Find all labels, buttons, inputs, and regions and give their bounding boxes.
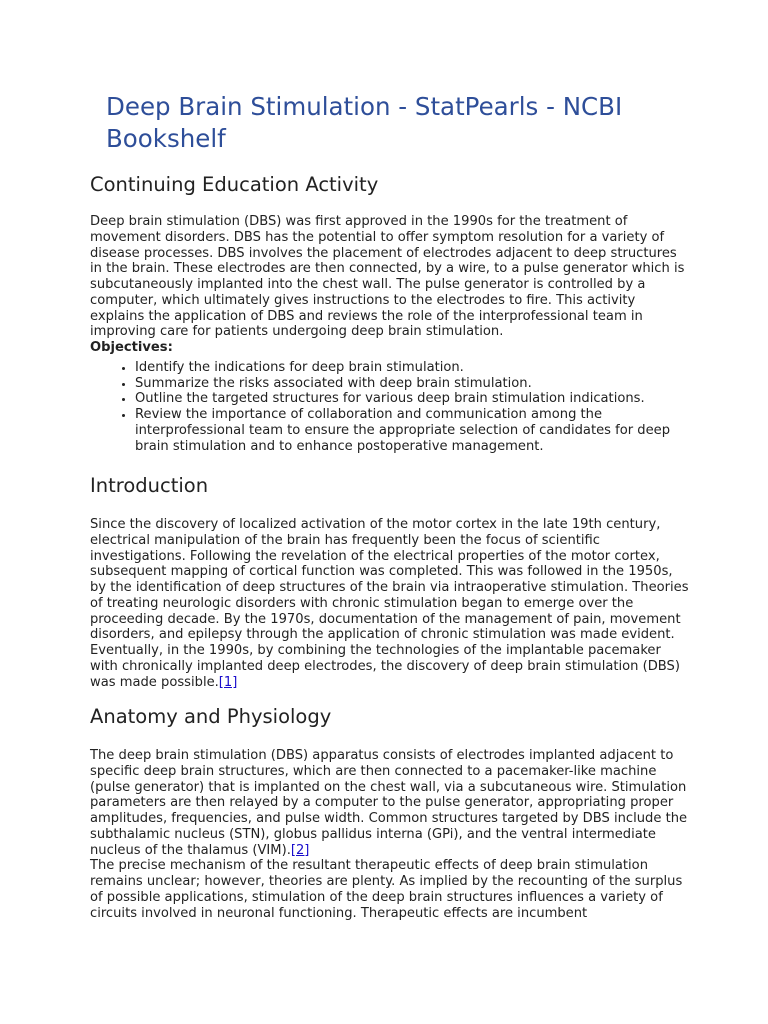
objective-item: • Outline the targeted structures for various deep brain stimulation indications. [135, 391, 690, 407]
objective-item: • Summarize the risks associated with deep brain stimulation. [135, 376, 690, 392]
objective-item: • Identify the indications for deep brain stimulation. [135, 360, 690, 376]
citation-link-1[interactable]: [1] [218, 674, 238, 690]
continuing-education-paragraph: Deep brain stimulation (DBS) was first approved in the 1990s for the treatment of movement disorders. DBS has the potential to offer symptom resolution for a variety of disease processes. DBS involves the placement of electrodes adjacent to deep structures in the brain. These electrodes are then connected, by a wire, to a pulse generator which is subcutaneously implanted into the chest wall. The pulse generator is controlled by a computer, which ultimately gives instructions to the electrodes to fire. This activity explains the application of DBS and reviews the role of the interprofessional team in improving care for patients undergoing deep brain stimulation. [90, 214, 685, 340]
citation-link-2[interactable]: [2] [290, 842, 310, 858]
section-continuing-education [90, 170, 690, 454]
section-introduction [90, 471, 690, 690]
introduction-paragraph-text: Since the discovery of localized activation of the motor cortex in the late 19th century, electrical manipulation of the brain has frequently been the focus of scientific investigations. Following the revelation of the electrical properties of the motor cortex, subsequent mapping of cortical function was completed. This was followed in the 1950s, by the identification of deep structures of the brain via intraoperative stimulation. Theories of treating neurologic disorders with chronic stimulation began to emerge over the proceeding decade. By the 1970s, documentation of the management of pain, movement disorders, and epilepsy through the application of chronic stimulation was made evident. Eventually, in the 1990s, by combining the technologies of the implantable pacemaker with chronically implanted deep electrodes, the discovery of deep brain stimulation (DBS) was made possible. [90, 517, 689, 690]
introduction-paragraph [90, 517, 690, 690]
document-title: Deep Brain Stimulation - StatPearls - NCBI Bookshelf [106, 92, 623, 153]
section-anatomy-physiology [90, 702, 690, 921]
section-heading-introduction: Introduction [90, 474, 209, 497]
anatomy-paragraph-2: The precise mechanism of the resultant therapeutic effects of deep brain stimulation remains unclear; however, theories are plenty. As implied by the recounting of the surplus of possible applications, stimulation of the deep brain structures influences a variety of circuits involved in neuronal functioning. Therapeutic effects are incumbent [90, 858, 683, 921]
section-heading-continuing-education: Continuing Education Activity [90, 173, 379, 196]
objective-item: • Review the importance of collaboration and communication among the interprofessional team to ensure the appropriate selection of candidates for deep brain stimulation and to enhance postoperative management. [135, 407, 690, 454]
anatomy-paragraph-1-text: The deep brain stimulation (DBS) apparatus consists of electrodes implanted adjacent to specific deep brain structures, which are then connected to a pacemaker-like machine (pulse generator) that is implanted on the chest wall, via a subcutaneous wire. Stimulation parameters are then relayed by a computer to the pulse generator, appropriating proper amplitudes, frequencies, and pulse width. Common structures targeted by DBS include the subthalamic nucleus (STN), globus pallidus interna (GPi), and the ventral intermediate nucleus of the thalamus (VIM). [90, 748, 688, 858]
anatomy-paragraph-1 [90, 748, 690, 858]
objectives-label: Objectives: [90, 340, 173, 355]
section-heading-anatomy: Anatomy and Physiology [90, 705, 332, 728]
objectives-list [90, 360, 690, 455]
